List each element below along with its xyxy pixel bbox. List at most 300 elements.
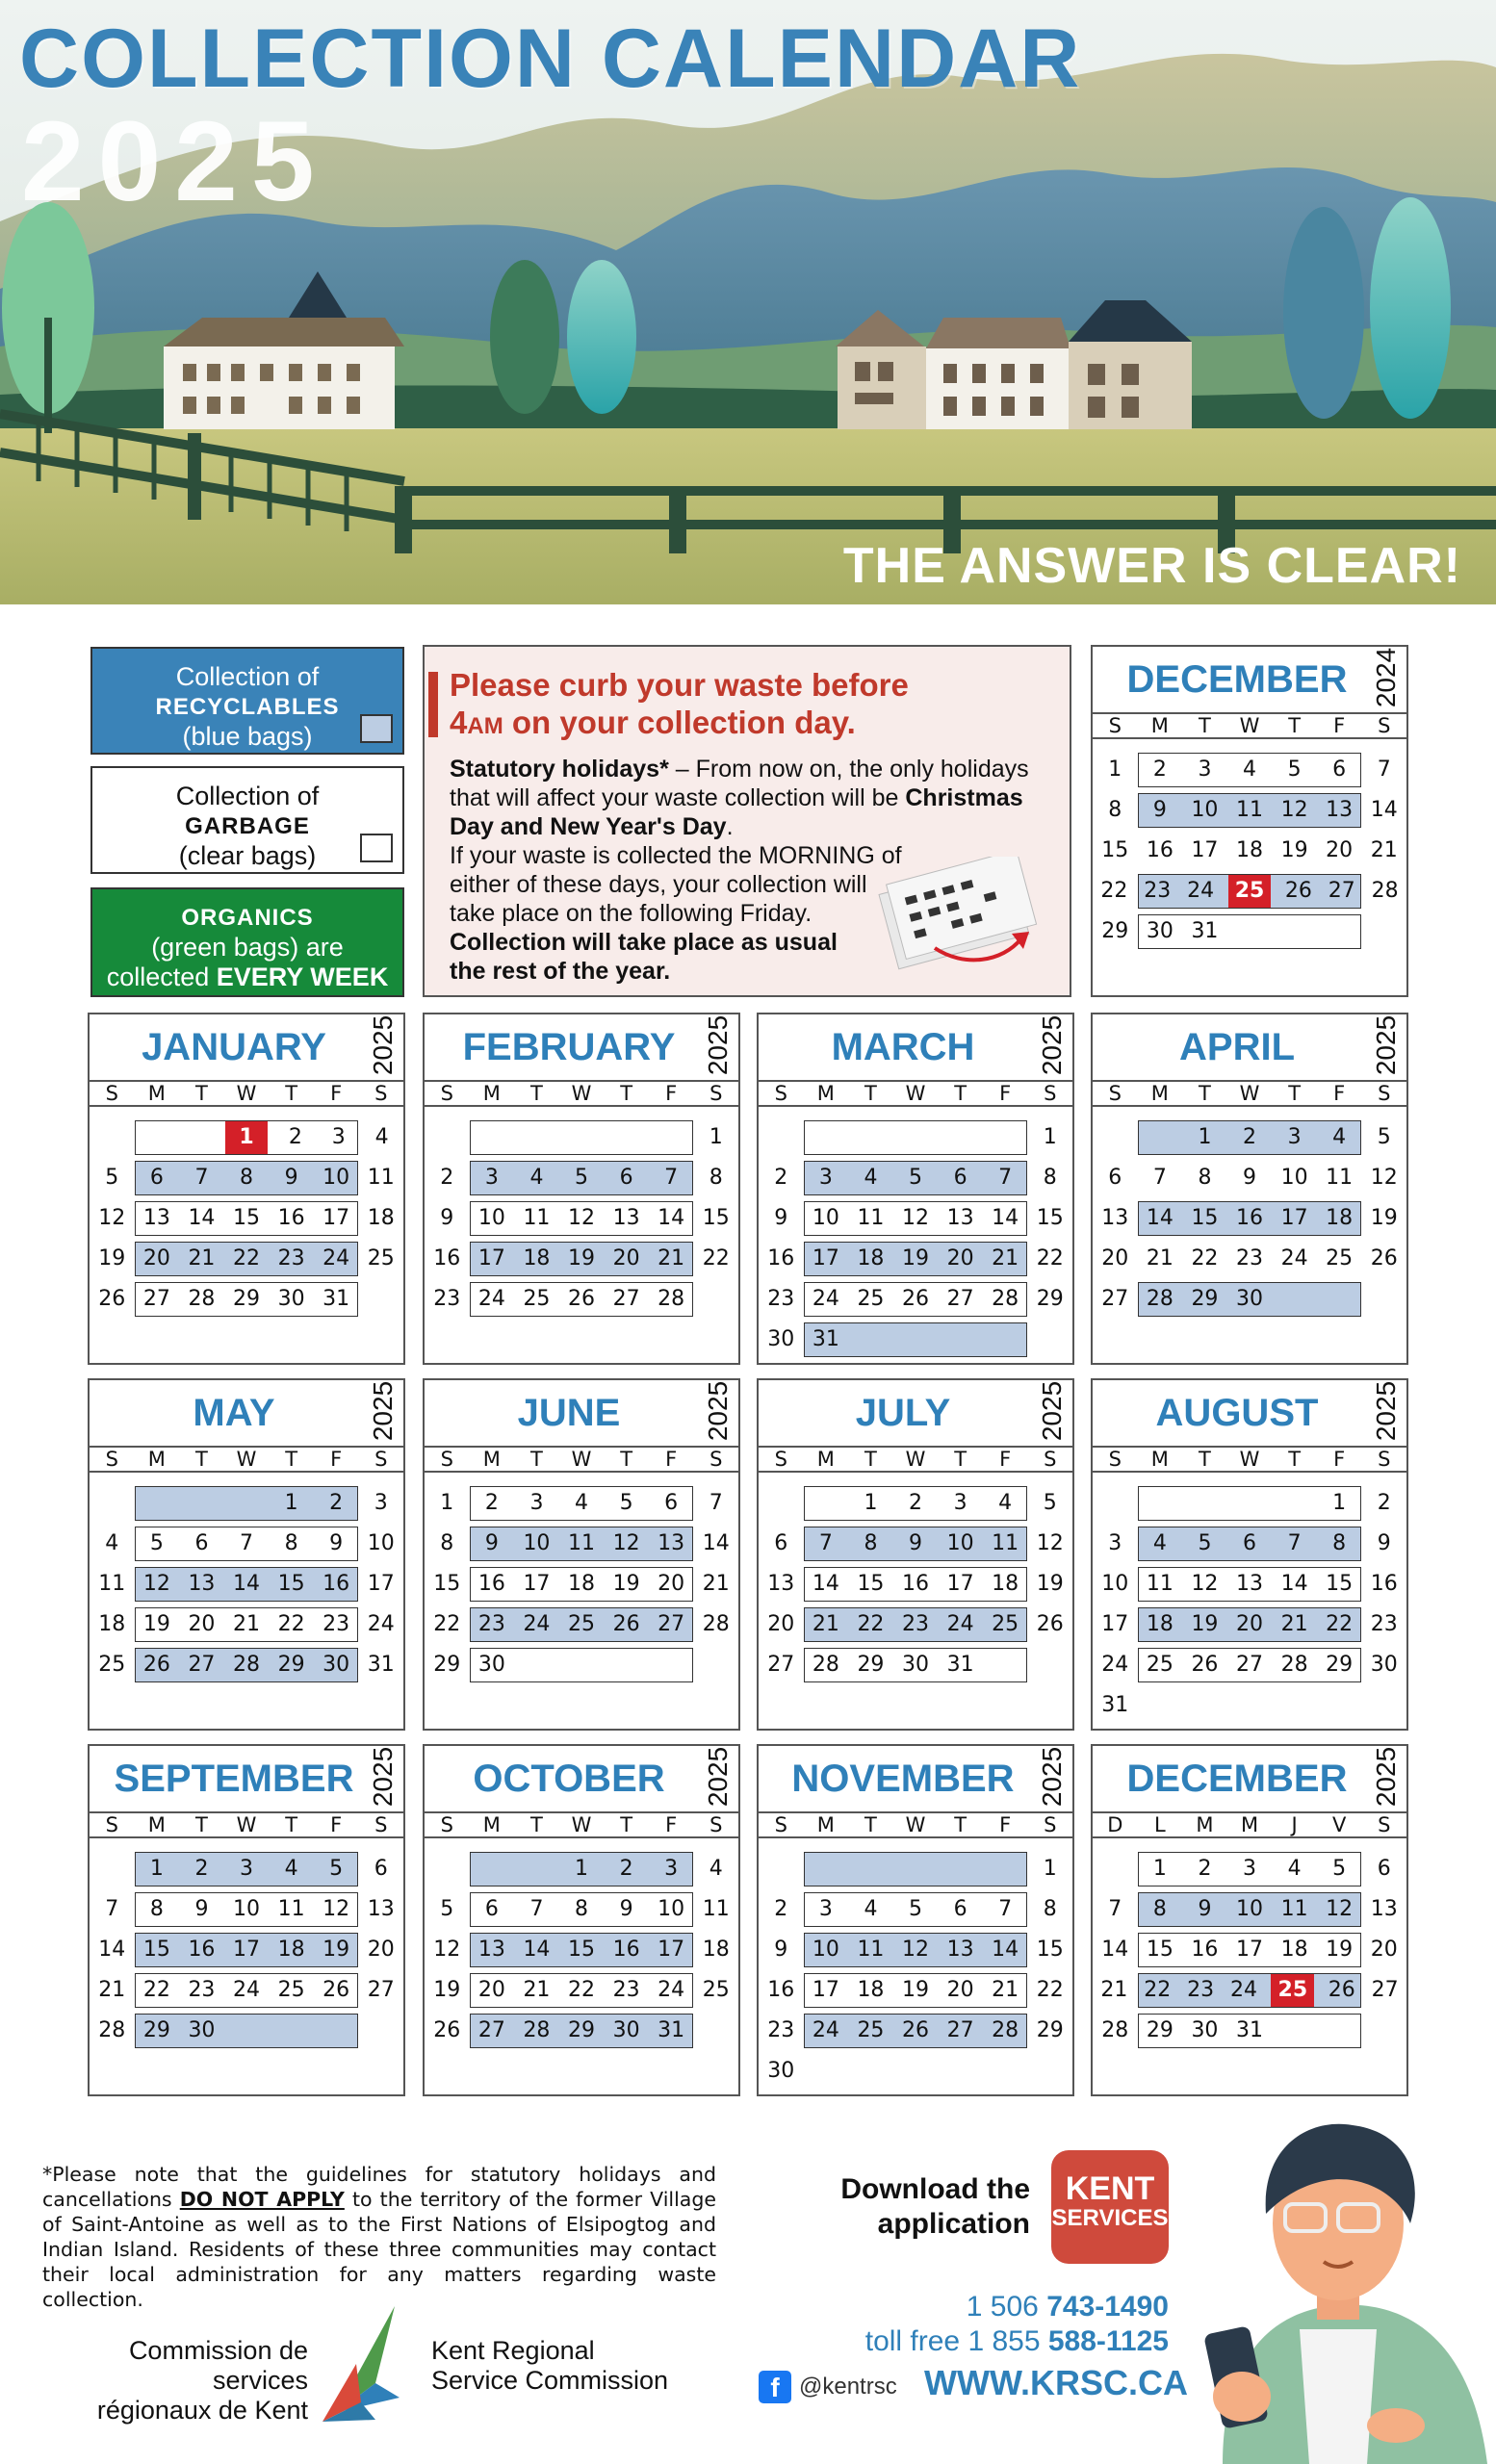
day-grid [1093,751,1406,953]
day-cell: 7 [709,1491,723,1515]
legend-garbage-title: GARBAGE [185,813,310,839]
weekday-label: M [482,1813,501,1836]
week-row [90,1850,403,1888]
day-grid [425,1484,738,1686]
weekday-label: F [330,1448,343,1471]
week-row [425,2012,738,2050]
week-row [1093,791,1406,830]
weekday-label: S [774,1082,787,1105]
day-cell: 16 [433,1246,461,1270]
day-cell: 12 [1036,1531,1064,1555]
day-cell: 25 [367,1246,395,1270]
empty-day-cell [893,1850,939,1888]
weekday-header [759,1811,1072,1838]
week-row [425,1118,738,1157]
weekday-label: W [1239,1448,1260,1471]
month-year [1372,1748,1401,1806]
day-cell: 30 [612,2018,640,2042]
day-cell: 3 [484,1166,499,1190]
day-cell: 2 [1198,1857,1212,1881]
day-cell: 29 [1146,2018,1174,2042]
month-year [369,1748,398,1806]
clear-swatch [360,834,393,862]
website-link[interactable]: WWW.KRSC.CA [924,2363,1188,2402]
week-row [425,1199,738,1238]
weekday-header [1093,1080,1406,1107]
day-cell: 14 [812,1572,839,1596]
weekday-label: M [816,1448,835,1471]
week-row [1093,1159,1406,1197]
weekday-label: S [1378,1082,1391,1105]
day-cell: 2 [1377,1491,1391,1515]
notice-heading-time: 4 [450,705,468,740]
month-name: MARCH [831,1026,975,1068]
empty-day-cell [514,1118,559,1157]
toll-prefix: toll free 1 855 [864,2325,1048,2357]
notice-p1-text: – From now on, the only holidays that will affect your waste collection will be [450,756,1029,811]
day-cell: 24 [523,1612,551,1636]
day-cell: 19 [1191,1612,1219,1636]
empty-day-cell [938,1321,983,1359]
day-cell: 24 [812,2018,839,2042]
day-cell: 3 [240,1857,254,1881]
day-cell: 6 [619,1166,633,1190]
day-cell: 7 [105,1897,119,1921]
empty-day-cell [1138,1484,1183,1523]
empty-day-cell [224,1484,270,1523]
day-cell: 3 [818,1897,833,1921]
day-cell: 27 [612,1287,640,1311]
day-cell: 31 [1101,1693,1129,1717]
day-cell: 20 [188,1612,216,1636]
day-cell: 26 [612,1612,640,1636]
weekday-label: T [195,1813,208,1836]
month-year [1372,1382,1401,1440]
day-cell: 19 [1036,1572,1064,1596]
weekday-label: D [1107,1813,1123,1836]
day-grid [1093,1118,1406,1321]
day-cell: 6 [149,1166,164,1190]
day-cell: 5 [1043,1491,1057,1515]
day-cell: 21 [523,1978,551,2002]
day-cell: 16 [1191,1938,1219,1962]
person-with-phone-illustration [1184,2108,1496,2464]
week-row [1093,832,1406,870]
weekday-label: S [1378,1448,1391,1471]
weekday-label: M [816,1813,835,1836]
empty-day-cell [604,1646,649,1684]
org-fr-line1: Commission de services [128,2336,308,2395]
day-cell: 16 [322,1572,350,1596]
weekday-label: S [709,1448,723,1471]
day-cell: 22 [1036,1978,1064,2002]
weekday-label: T [620,1448,633,1471]
empty-day-cell [1138,1118,1183,1157]
week-row [759,1199,1072,1238]
day-cell: 1 [1043,1125,1057,1149]
day-cell: 10 [1191,798,1219,822]
day-cell: 27 [477,2018,505,2042]
legend-garbage-line1: Collection of [175,782,320,810]
day-cell: 25 [277,1978,305,2002]
day-cell: 12 [1191,1572,1219,1596]
day-cell: 11 [1280,1897,1308,1921]
empty-day-cell [1027,2052,1072,2091]
day-cell: 13 [1236,1572,1264,1596]
empty-day-cell [1317,1686,1362,1725]
day-cell: 18 [702,1938,730,1962]
page-year: 2025 [21,98,328,225]
day-cell: 9 [909,1531,923,1555]
weekday-label: T [1199,714,1211,737]
day-cell: 28 [523,2018,551,2042]
day-cell: 22 [142,1978,170,2002]
notice-p3-bold: Collection will take place as usual [450,929,838,956]
day-cell: 24 [322,1246,350,1270]
weekday-label: S [374,1448,388,1471]
day-cell: 13 [612,1206,640,1230]
day-cell: 16 [1236,1206,1264,1230]
day-cell: 6 [374,1857,388,1881]
day-cell: 16 [1146,838,1174,862]
day-cell: 30 [322,1653,350,1677]
day-cell: 13 [142,1206,170,1230]
day-cell: 10 [1280,1166,1308,1190]
week-row [90,1890,403,1929]
day-cell: 25 [568,1612,596,1636]
day-cell: 6 [664,1491,679,1515]
day-cell: 23 [477,1612,505,1636]
day-cell: 11 [367,1166,395,1190]
day-cell: 13 [658,1531,685,1555]
weekday-header [90,1446,403,1473]
day-cell: 22 [1326,1612,1354,1636]
weekday-header [759,1080,1072,1107]
weekday-label: S [1108,1448,1122,1471]
year-label: 2025 [703,1014,734,1076]
weekday-label: T [954,1082,967,1105]
day-cell: 9 [1152,798,1167,822]
weekday-label: V [1331,1813,1347,1836]
week-row [759,1484,1072,1523]
calendar-september [88,1744,405,2096]
day-cell: 30 [767,2059,795,2083]
empty-day-cell [893,1118,939,1157]
day-cell: 1 [1152,1857,1167,1881]
day-cell: 25 [857,2018,885,2042]
week-row [759,1159,1072,1197]
week-row [1093,1971,1406,2010]
weekday-header [1093,712,1406,739]
day-cell: 8 [1332,1531,1347,1555]
day-cell: 8 [864,1531,878,1555]
day-cell: 15 [1101,838,1129,862]
day-cell: 11 [568,1531,596,1555]
day-cell: 29 [433,1653,461,1677]
day-cell: 28 [1371,879,1399,903]
legend-organics-line2: (green bags) are [151,933,344,962]
empty-day-cell [983,1646,1028,1684]
day-cell: 28 [812,1653,839,1677]
day-cell: 19 [98,1246,126,1270]
day-grid [1093,1484,1406,1727]
day-cell: 1 [1043,1857,1057,1881]
legend-organics-every-week: EVERY WEEK [216,962,389,991]
day-cell: 26 [568,1287,596,1311]
week-row [425,1605,738,1644]
week-row [1093,1199,1406,1238]
day-cell: 22 [1036,1246,1064,1270]
day-cell: 19 [612,1572,640,1596]
calendar-october [423,1744,740,2096]
week-row [759,1605,1072,1644]
day-cell: 24 [1187,879,1215,903]
weekday-label: M [482,1082,501,1105]
day-cell: 1 [864,1491,878,1515]
week-row [425,1280,738,1319]
day-cell: 12 [433,1938,461,1962]
day-cell: 4 [284,1857,298,1881]
day-cell: 19 [1370,1206,1398,1230]
facebook-handle[interactable] [759,2370,897,2404]
weekday-label: S [709,1082,723,1105]
weekday-label: M [147,1813,166,1836]
empty-day-cell [759,1850,804,1888]
day-cell: 4 [998,1491,1013,1515]
day-cell: 17 [322,1206,350,1230]
week-row [759,1646,1072,1684]
weekday-label: M [147,1448,166,1471]
weekday-label: S [440,1448,453,1471]
empty-day-cell [1272,1484,1317,1523]
day-cell: 15 [568,1938,596,1962]
week-row [759,1890,1072,1929]
week-row [1093,1850,1406,1888]
day-cell: 7 [529,1897,544,1921]
day-cell: 7 [998,1897,1013,1921]
empty-day-cell [90,1850,135,1888]
empty-day-cell [938,1850,983,1888]
day-cell: 29 [1036,2018,1064,2042]
day-cell: 22 [1144,1978,1172,2002]
day-cell: 26 [98,1287,126,1311]
day-cell: 28 [98,2018,126,2042]
year-label: 2025 [1371,1380,1402,1442]
day-cell: 30 [477,1653,505,1677]
org-fr-line2: régionaux de Kent [96,2396,308,2425]
phone-number[interactable] [967,2291,1169,2323]
notice-heading-line1: Please curb your waste before [450,667,909,703]
day-cell: 9 [774,1938,788,1962]
day-cell: 25 [1146,1653,1174,1677]
day-cell: 10 [367,1531,395,1555]
week-row [90,2012,403,2050]
week-row [90,1931,403,1969]
weekday-label: S [440,1813,453,1836]
weekday-header [1093,1446,1406,1473]
day-cell: 22 [857,1612,885,1636]
day-cell: 24 [812,1287,839,1311]
day-cell: 9 [1377,1531,1391,1555]
empty-day-cell [693,1646,738,1684]
page-title: COLLECTION CALENDAR [19,13,1082,105]
org-name-en [431,2336,682,2396]
day-cell: 21 [992,1978,1019,2002]
day-cell: 6 [953,1897,967,1921]
day-cell: 23 [612,1978,640,2002]
day-cell: 8 [1152,1897,1167,1921]
calendar-july [757,1378,1074,1731]
empty-day-cell [804,1484,849,1523]
weekday-label: S [774,1813,787,1836]
day-cell: 1 [1108,757,1122,782]
day-grid [425,1118,738,1321]
legend-garbage [90,766,404,874]
day-cell: 4 [374,1125,389,1149]
day-cell: 3 [1108,1531,1122,1555]
legend-recyclables-line3: (blue bags) [182,722,313,751]
day-cell: 2 [1152,757,1167,782]
weekday-label: M [1240,1813,1259,1836]
year-label: 2025 [1037,1380,1068,1442]
day-cell: 14 [658,1206,685,1230]
day-cell: 5 [909,1897,923,1921]
weekday-label: M [1150,1082,1169,1105]
weekday-label: T [285,1448,298,1471]
day-cell: 9 [194,1897,209,1921]
day-cell: 8 [149,1897,164,1921]
weekday-label: T [954,1448,967,1471]
day-cell: 2 [774,1166,788,1190]
week-row [759,1525,1072,1563]
day-cell: 15 [702,1206,730,1230]
day-cell: 25 [857,1287,885,1311]
week-row [759,1118,1072,1157]
download-line2: application [877,2208,1030,2240]
day-cell: 8 [440,1531,454,1555]
month-name: DECEMBER [1126,658,1348,701]
day-cell: 15 [233,1206,261,1230]
day-cell: 10 [1236,1897,1264,1921]
day-cell: 5 [105,1166,119,1190]
day-cell: 27 [946,2018,974,2042]
empty-day-cell [1361,1686,1406,1725]
day-cell: 14 [992,1206,1019,1230]
day-cell: 7 [1377,757,1391,782]
day-cell: 9 [619,1897,633,1921]
day-cell: 8 [575,1897,589,1921]
day-cell: 27 [1101,1287,1129,1311]
day-cell: 11 [702,1897,730,1921]
month-name: FEBRUARY [462,1026,676,1068]
empty-day-cell [983,1321,1028,1359]
day-cell: 6 [1332,757,1347,782]
calendar-may [88,1378,405,1731]
day-cell: 17 [1191,838,1219,862]
day-cell: 8 [1198,1166,1212,1190]
weekday-label: M [1196,1813,1214,1836]
empty-day-cell [938,1118,983,1157]
weekday-header [759,1446,1072,1473]
day-cell: 26 [1284,879,1312,903]
day-cell: 5 [149,1531,164,1555]
week-row [1093,1565,1406,1604]
day-cell: 17 [477,1246,505,1270]
day-cell: 26 [433,2018,461,2042]
day-cell: 21 [98,1978,126,2002]
day-cell: 27 [142,1287,170,1311]
day-cell: 25 [702,1978,730,2002]
day-cell: 30 [1146,919,1174,943]
day-cell: 6 [1377,1857,1391,1881]
day-cell: 29 [1101,919,1129,943]
empty-day-cell [176,1118,219,1157]
day-cell: 31 [322,1287,350,1311]
day-cell: 4 [1332,1125,1347,1149]
day-grid [90,1850,403,2052]
toll-free-number[interactable] [865,2325,1169,2358]
day-grid [1093,1850,1406,2052]
empty-day-cell [559,1646,605,1684]
day-cell: 6 [484,1897,499,1921]
day-cell: 7 [194,1166,209,1190]
weekday-label: F [330,1082,343,1105]
day-cell: 17 [367,1572,395,1596]
weekday-label: M [1150,714,1169,737]
month-year [1038,1382,1067,1440]
day-cell: 26 [142,1653,170,1677]
week-row [1093,1686,1406,1725]
day-cell: 18 [1236,838,1264,862]
empty-day-cell [1272,1686,1317,1725]
day-cell: 29 [233,1287,261,1311]
weekday-label: W [1239,1082,1260,1105]
day-cell: 17 [812,1978,839,2002]
day-cell: 2 [909,1491,923,1515]
weekday-label: T [530,1448,543,1471]
day-cell: 24 [946,1612,974,1636]
year-label: 2025 [1037,1746,1068,1808]
day-cell: 27 [767,1653,795,1677]
day-grid [759,1484,1072,1686]
month-name: NOVEMBER [791,1758,1015,1800]
day-cell: 13 [1370,1897,1398,1921]
weekday-label: S [374,1813,388,1836]
month-year [369,1016,398,1074]
week-row [425,1525,738,1563]
day-cell: 21 [188,1246,216,1270]
day-cell: 19 [902,1246,930,1270]
week-row [90,1525,403,1563]
legend-recyclables [90,647,404,755]
day-cell: 20 [367,1938,395,1962]
month-name: APRIL [1179,1026,1295,1068]
empty-day-cell [1093,1118,1138,1157]
weekday-header [425,1446,738,1473]
day-cell: 17 [523,1572,551,1596]
day-cell: 21 [1280,1612,1308,1636]
day-cell: 16 [767,1246,795,1270]
empty-day-cell [848,2052,893,2091]
day-cell: 25 [98,1653,126,1677]
legend-garbage-line3: (clear bags) [178,841,317,870]
day-cell: 11 [1326,1166,1354,1190]
empty-day-cell [1361,1280,1406,1319]
day-grid [425,1850,738,2052]
day-cell: 26 [1191,1653,1219,1677]
day-cell: 3 [818,1166,833,1190]
kent-services-app-icon[interactable] [1051,2150,1169,2264]
